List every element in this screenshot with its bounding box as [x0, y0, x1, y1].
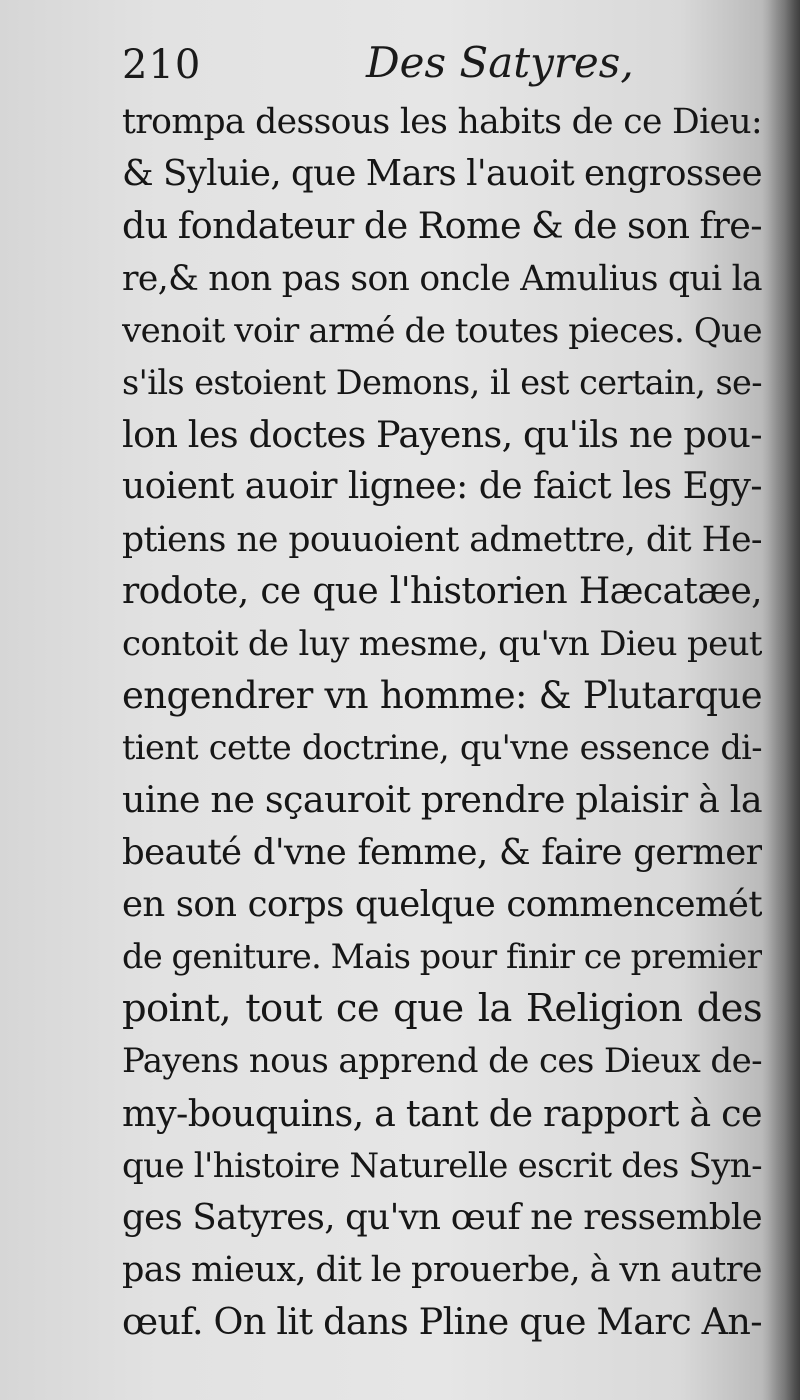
text-line: de geniture. Mais pour finir ce premier — [122, 937, 762, 976]
text-line: que l'histoire Naturelle escrit des Syn- — [122, 1145, 762, 1186]
text-line: trompa dessous les habits de ce Dieu: — [122, 102, 762, 142]
text-line: ptiens ne pouuoient admettre, dit He- — [122, 519, 762, 560]
text-line: engendrer vn homme: & Plutarque — [122, 674, 762, 718]
text-line: lon les doctes Payens, qu'ils ne pou- — [122, 413, 762, 457]
text-line: beauté d'vne femme, & faire germer — [122, 831, 762, 873]
text-line: tient cette doctrine, qu'vne essence di- — [122, 728, 762, 768]
text-line: s'ils estoient Demons, il est certain, se- — [122, 362, 762, 402]
text-line: & Syluie, que Mars l'auoit engrossee — [122, 153, 762, 195]
text-line: contoit de luy mesme, qu'vn Dieu peut — [122, 623, 762, 664]
text-line: ges Satyres, qu'vn œuf ne ressemble — [122, 1196, 762, 1238]
text-line: en son corps quelque commencemét — [122, 883, 762, 925]
body-text — [122, 96, 762, 1349]
page-number: 210 — [122, 42, 202, 88]
text-line: rodote, ce que l'historien Hæcatæe, — [122, 570, 762, 612]
text-line: re,& non pas son oncle Amulius qui la — [122, 258, 762, 299]
text-line: uoient auoir lignee: de faict les Egy- — [122, 466, 762, 508]
page-header — [118, 38, 758, 94]
text-line: pas mieux, dit le prouerbe, à vn autre — [122, 1250, 762, 1291]
text-line: point, tout ce que la Religion des — [122, 986, 762, 1032]
text-line: du fondateur de Rome & de son fre- — [122, 204, 762, 248]
text-line: venoit voir armé de toutes pieces. Que — [122, 310, 762, 351]
running-title: Des Satyres, — [366, 38, 634, 87]
text-line: Payens nous apprend de ces Dieux de- — [122, 1041, 762, 1082]
text-line: uine ne sçauroit prendre plaisir à la — [122, 778, 762, 822]
text-line: my-bouquins, a tant de rapport à ce — [122, 1091, 762, 1135]
page-gutter-shadow — [762, 0, 800, 1400]
text-line: œuf. On lit dans Pline que Marc An- — [122, 1300, 762, 1344]
